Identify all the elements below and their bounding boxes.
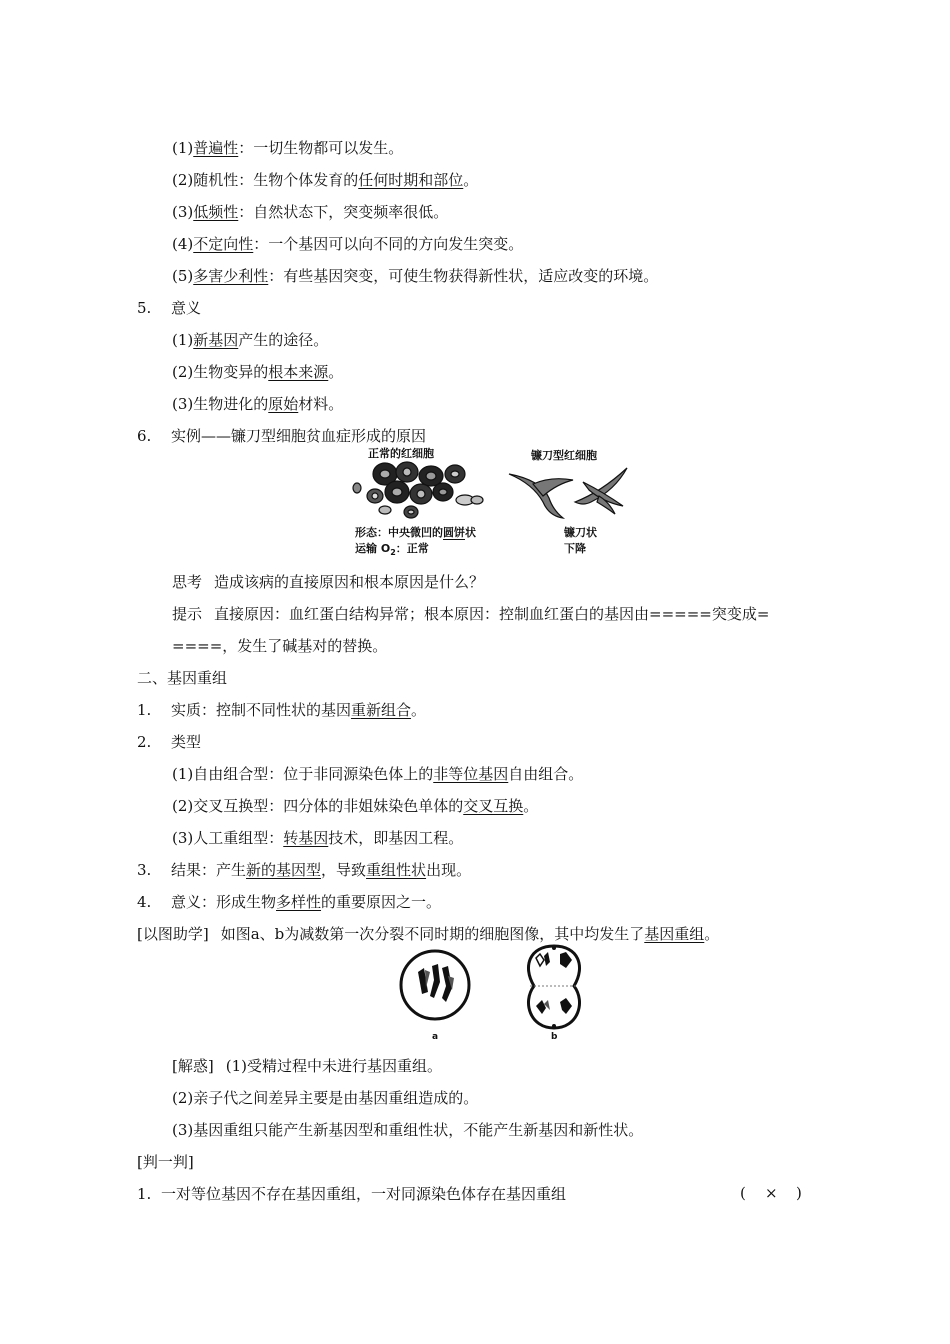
sickle-cell-title: 镰刀型红细胞 [531,449,597,462]
normal-red-blood-cells-image [345,460,485,522]
feature-randomness: (2)随机性：生物个体发育的任何时期和部位。 [172,171,479,189]
normal-cell-transport-label: 运输 $O_2$：正常 [355,542,429,558]
normal-cell-shape-label: 形态：中央微凹的圆饼状 [355,526,476,539]
type-free-combination: (1)自由组合型：位于非同源染色体上的非等位基因自由组合。 [172,765,584,783]
type-artificial: (3)人工重组型：转基因技术，即基因工程。 [172,829,464,847]
sickle-red-blood-cells-image [503,462,638,520]
recombination-significance: 4. 意义：形成生物多样性的重要原因之一。 [137,893,442,911]
section5-heading: 5. 意义 [137,299,202,317]
recombination-types-heading: 2. 类型 [137,733,202,751]
cell-b-label: b [551,1032,558,1042]
hint-line-1: 提示 直接原因：血红蛋白结构异常；根本原因：控制血红蛋白的基因由=====突变成= [172,605,770,623]
feature-mostly-harmful: (5)多害少利性：有些基因突变，可使生物获得新性状，适应改变的环境。 [172,267,659,285]
hint-line-2: ====，发生了碱基对的替换。 [172,637,388,655]
normal-cell-title: 正常的红细胞 [368,447,434,460]
recombination-result: 3. 结果：产生新的基因型，导致重组性状出现。 [137,861,472,879]
judge-question-1: 1. 一对等位基因不存在基因重组，一对同源染色体存在基因重组 [137,1185,567,1203]
significance-item-1: (1)新基因产生的途径。 [172,331,329,349]
judge-answer-close: ) [796,1184,802,1202]
type-crossing-over: (2)交叉互换型：四分体的非姐妹染色单体的交叉互换。 [172,797,539,815]
feature-non-directional: (4)不定向性：一个基因可以向不同的方向发生突变。 [172,235,524,253]
learn-with-figure: [以图助学] 如图a、b为减数第一次分裂不同时期的细胞图像，其中均发生了基因重组。 [137,925,720,943]
think-question: 思考 造成该病的直接原因和根本原因是什么？ [172,573,485,591]
jiehuo-3: (3)基因重组只能产生新基因型和重组性状，不能产生新基因和新性状。 [172,1121,644,1139]
significance-item-3: (3)生物进化的原始材料。 [172,395,344,413]
section2-heading: 二、基因重组 [137,669,228,687]
jiehuo-1: [解惑] (1)受精过程中未进行基因重组。 [172,1057,442,1075]
cell-a-label: a [432,1032,439,1042]
jiehuo-2: (2)亲子代之间差异主要是由基因重组造成的。 [172,1089,479,1107]
sickle-cell-transport-label: 下降 [564,542,586,555]
cell-b-image [518,942,590,1034]
judge-answer-mark: × [765,1184,778,1202]
feature-universality: (1)普遍性：一切生物都可以发生。 [172,139,404,157]
feature-low-frequency: (3)低频性：自然状态下，突变频率很低。 [172,203,449,221]
sickle-cell-shape-label: 镰刀状 [564,526,597,539]
judge-heading: [判一判] [137,1153,194,1171]
judge-answer-open: ( [740,1184,746,1202]
recombination-essence: 1. 实质：控制不同性状的基因重新组合。 [137,701,427,719]
section6-heading: 6. 实例——镰刀型细胞贫血症形成的原因 [137,427,427,445]
significance-item-2: (2)生物变异的根本来源。 [172,363,344,381]
cell-a-image [398,948,472,1028]
